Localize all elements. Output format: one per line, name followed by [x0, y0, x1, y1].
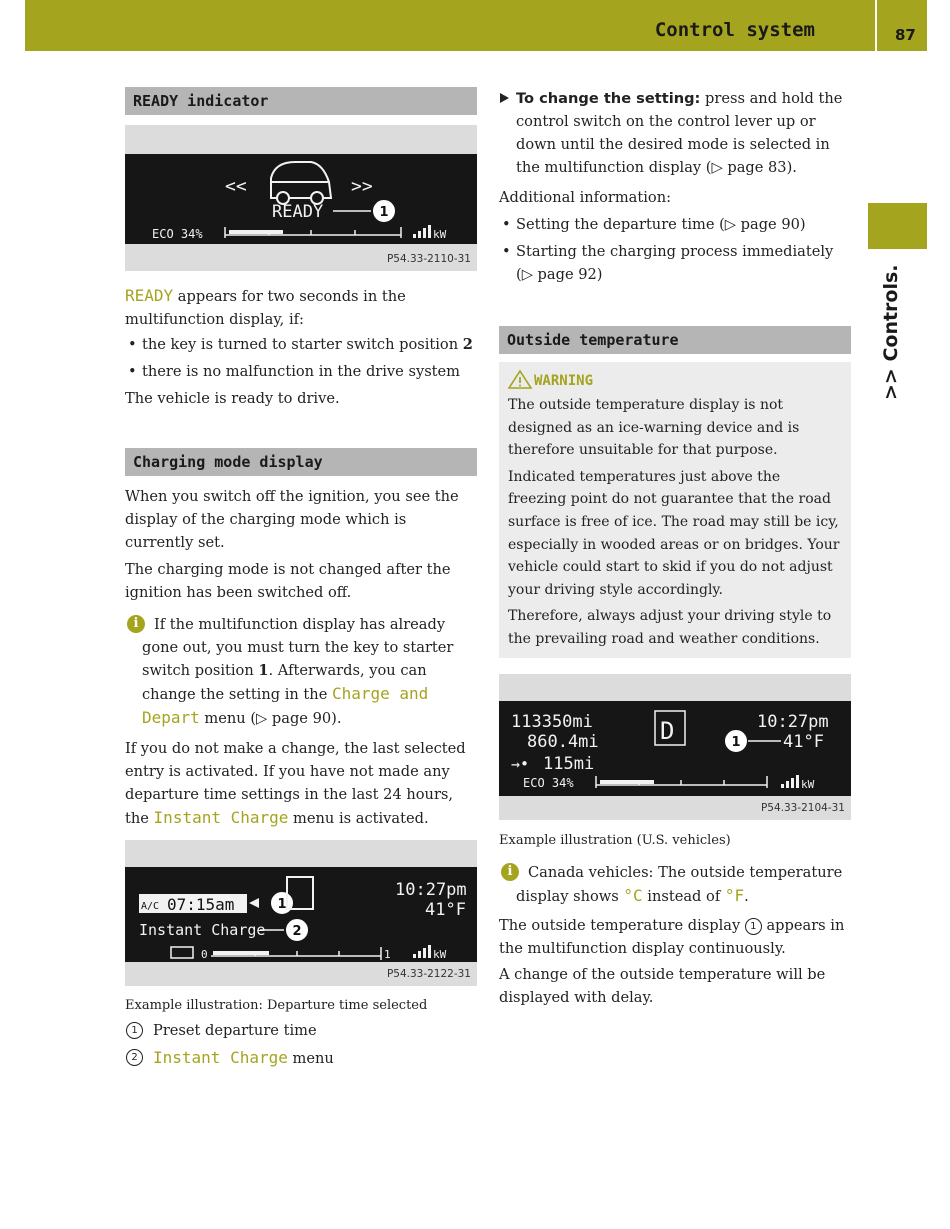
instruction-step [499, 87, 851, 179]
p1-text-b: appears in the multifunction display continuously. [499, 916, 845, 957]
signal-bars-icon [413, 225, 431, 238]
step-text: press and hold the control switch on the control lever up or down until the desired mode is selected in the multifunction display (▷ page 83). [516, 90, 843, 176]
ready-paragraph [125, 284, 477, 331]
info-icon: i [127, 615, 145, 633]
car-icon [271, 162, 331, 204]
warning-paragraph-2: Indicated temperatures just above the freezing point do not guarantee that the road surface is free of ice. The road may still be icy, especially in wooded areas or on bridges. Your vehicle could start to skid if you do not adjust your driving style accordingly. [508, 468, 840, 598]
temperature: 41°F [783, 731, 824, 752]
info-highlight: Charge and Depart [142, 684, 429, 727]
range-icon: →• [511, 754, 530, 773]
side-tab-label: >> Controls. [880, 264, 902, 400]
kw-label: kW [433, 948, 447, 961]
clock: 10:27pm [395, 880, 467, 900]
legend-number: 1 [126, 1022, 143, 1039]
right-column [499, 87, 851, 1009]
p3-text-b: menu is activated. [288, 810, 429, 827]
figure-caption: Example illustration: Departure time selected [125, 998, 428, 1013]
left-column [125, 87, 477, 1072]
arrows-right: >> [351, 176, 373, 197]
info-text-b: instead of [642, 887, 725, 905]
info-text-a: Canada vehicles: The outside temperature display shows [516, 863, 843, 905]
info-note [125, 613, 477, 730]
callout-2-label: 2 [292, 924, 302, 939]
info-bold: 1 [258, 662, 269, 679]
info-note [499, 861, 851, 908]
warning-icon [508, 369, 534, 389]
kw-label: kW [433, 228, 447, 241]
callout-1-label: 1 [379, 205, 389, 220]
side-tab [868, 203, 927, 249]
gear-indicator: D [660, 716, 675, 745]
ready-paragraph-2: The vehicle is ready to drive. [125, 390, 340, 407]
eco-label: ECO 34% [523, 775, 574, 790]
fahrenheit-highlight: °F [724, 885, 745, 905]
bullet-bold: 2 [462, 336, 473, 353]
step-bold: To change the setting: [516, 90, 701, 107]
eco-label: ECO 34% [152, 227, 203, 241]
warning-title-text: WARNING [534, 373, 594, 389]
power-scale [596, 776, 767, 788]
info-text-c: menu (▷ page 90). [199, 710, 342, 727]
celsius-highlight: °C [623, 885, 643, 905]
page-header [25, 0, 927, 51]
ready-indicator-illustration [125, 125, 477, 271]
warning-paragraph-1: The outside temperature display is not designed as an ice-warning device and is therefore unsuitable for that purpose. [508, 397, 800, 459]
charge-scale [211, 947, 381, 960]
battery-icon [171, 947, 193, 958]
ready-display-svg [125, 154, 477, 244]
legend-item-1 [125, 1017, 477, 1044]
ready-highlight: READY [125, 286, 174, 305]
bullet-text: the key is turned to starter switch position [142, 336, 463, 353]
signal-bars-icon [781, 775, 799, 788]
outside-paragraph-2: A change of the outside temperature will be displayed with delay. [499, 965, 826, 1006]
section-heading-charging: Charging mode display [125, 448, 477, 476]
legend-item-2 [125, 1044, 477, 1072]
figure-caption: Example illustration (U.S. vehicles) [499, 832, 731, 848]
clock: 10:27pm [757, 711, 829, 732]
ready-text: READY [272, 202, 324, 222]
section-heading-outside-temp: Outside temperature [499, 326, 851, 354]
temperature: 41°F [425, 900, 466, 920]
charging-paragraph-3 [125, 737, 477, 830]
page-number: 87 [895, 26, 916, 44]
image-reference: P54.33-2110-31 [386, 253, 471, 265]
warning-paragraph-3: Therefore, always adjust your driving style to the prevailing road and weather conditions. [508, 608, 832, 647]
charging-mode-illustration [125, 840, 477, 986]
charging-display-svg [125, 867, 477, 962]
warning-title [508, 368, 842, 394]
image-reference: P54.33-2122-31 [386, 968, 471, 980]
legend-highlight: Instant Charge [153, 1048, 288, 1067]
signal-bars-icon [413, 945, 431, 958]
list-item: • Starting the charging process immediately (▷ page 92) [499, 240, 851, 286]
image-reference: P54.33-2104-31 [760, 801, 845, 814]
charging-paragraph-2: The charging mode is not changed after the ignition has been switched off. [125, 561, 451, 601]
outside-temp-illustration [499, 674, 851, 820]
kw-label: kW [801, 777, 815, 791]
scale-end: 1 [384, 948, 391, 961]
list-item: • Setting the departure time (▷ page 90) [499, 213, 851, 236]
ac-label: A/C [141, 901, 160, 912]
info-text-a: If the multifunction display has already gone out, you must turn the key to starter switch position [142, 616, 454, 679]
info-text-b: . Afterwards, you can change the setting in the [142, 662, 427, 703]
trip-meter: 860.4mi [527, 731, 599, 752]
range: 115mi [543, 753, 595, 774]
outside-paragraph-1 [499, 914, 851, 960]
legend-text: menu [287, 1050, 334, 1067]
callout-1-label: 1 [731, 734, 741, 750]
charging-paragraph-1: When you switch off the ignition, you see the display of the charging mode which is currently set. [125, 488, 459, 551]
legend-text: Preset departure time [153, 1022, 317, 1039]
scale-start: 0 [201, 948, 208, 961]
header-divider [875, 0, 877, 51]
charge-mode: Instant Charge [139, 921, 266, 939]
section-heading-ready: READY indicator [125, 87, 477, 115]
inline-callout: 1 [745, 918, 762, 935]
p3-highlight: Instant Charge [153, 808, 289, 827]
ready-text-body: appears for two seconds in the multifunction display, if: [125, 288, 406, 328]
departure-time: 07:15am [167, 895, 235, 914]
p1-text-a: The outside temperature display [499, 916, 745, 934]
header-title: Control system [654, 19, 815, 41]
info-text-end: . [744, 887, 749, 905]
info-icon: i [501, 863, 519, 881]
list-item [125, 333, 477, 356]
power-scale [225, 227, 401, 238]
arrows-left: << [225, 176, 247, 197]
step-arrow-icon [500, 93, 509, 103]
warning-box [499, 362, 851, 658]
additional-info-label: Additional information: [499, 189, 672, 206]
outside-temp-display-svg [499, 701, 851, 796]
list-item: • there is no malfunction in the drive system [125, 360, 477, 383]
legend-number: 2 [126, 1049, 143, 1066]
odometer: 113350mi [511, 711, 593, 732]
p3-text-a: If you do not make a change, the last selected entry is activated. If you have not made any departure time settings in the last 24 hours, the [125, 740, 466, 827]
callout-1-label: 1 [277, 897, 287, 912]
